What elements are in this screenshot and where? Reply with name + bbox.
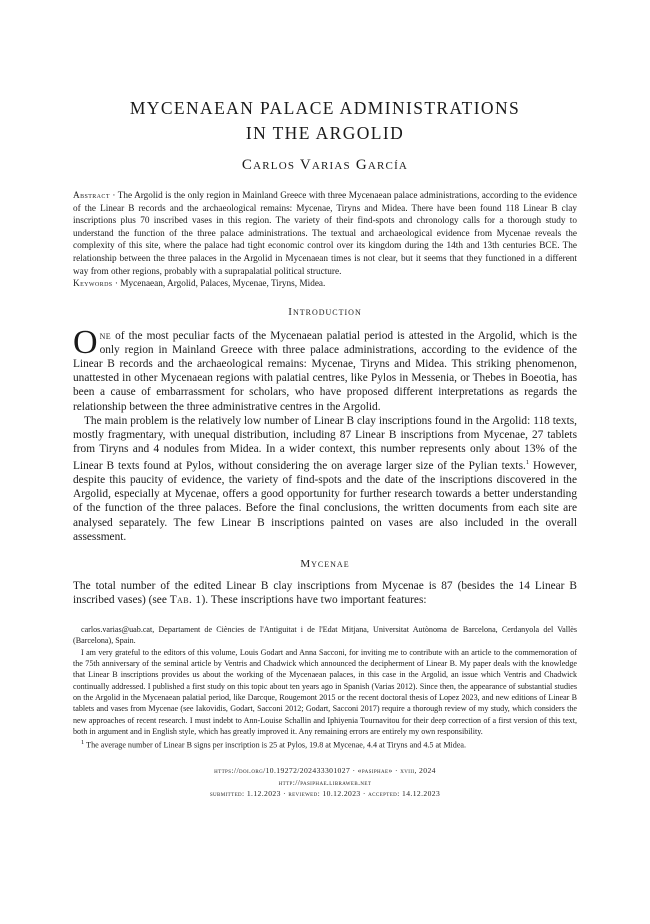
keywords-label: Keywords — [73, 279, 113, 290]
article-page — [73, 0, 577, 800]
title-line-1: MYCENAEAN PALACE ADMINISTRATIONS — [129, 98, 521, 118]
introduction-paragraph-2 — [73, 414, 577, 544]
author-affiliation: carlos.varias@uab.cat, Departament de Ciències de l'Antiguitat i de l'Edat Mitjana, Universitat Autònoma de Barcelona, Cerdanyola del Vallès (Barcelona), Spain. — [73, 625, 577, 646]
abstract-separator: · — [109, 191, 118, 201]
mycenae-paragraph-1 — [73, 579, 577, 607]
introduction-p1-text: of the most peculiar facts of the Mycenaean palatial period is attested in the Argolid, which is the only region in Mainland Greece with three palace administrations, according to the evidence of the Linear B records and the archaeological remains: Mycenae, Tiryns and Midea. This striking phenomenon, unattested in other Mycenaean regions with palatial centres, like Pylos in Messenia, or Thebes in Boeotia, has been a cause of embarrassment for scholars, who have proposed different interpretations as regards the relationship between the three administrative centres in the Argolid. — [73, 329, 577, 413]
introduction-heading: Introduction — [288, 305, 362, 318]
footnote-1-text: The average number of Linear B signs per inscription is 25 at Pylos, 19.8 at Mycenae, 4.4 at Tiryns and 4.5 at Midea. — [86, 740, 467, 750]
footnote-1-number: 1 — [81, 739, 85, 747]
footer-url-line[interactable]: http://pasiphae.libraweb.net — [278, 777, 372, 787]
notes-section — [73, 624, 577, 751]
acknowledgement-note: I am very grateful to the editors of this volume, Louis Godart and Anna Sacconi, for inviting me to contribute with an article to the commemoration of the 75th anniversary of the seminal article by Ventris and Chadwick which announced the decipherment of Linear B. My paper deals with the knowledge that Linear B inscriptions provides us about the working of the Mycenaean palaces, in this case in the Argolid, an issue which Ventris and Chadwick continually addressed. I published a first study on this topic about ten years ago in Spanish (Varias 2012). Since then, the appearance of substantial studies on the Argolid in the Mycenaean palatial period, like Darcque, Rougemont 2015 or the recent doctoral thesis of Lopez 2023, and new editions of Linear B tablets and vases from Mycenae (see Iakovidis, Godart, Sacconi 2012; Godart, Sacconi 2017) require a thorough review of my study, which considers the new approaches of recent research. I must indebt to Ann-Louise Schallin and Iphiyenia Tournavitou for their deep correction of a first version of this text, both in argument and in English style, which has greatly improved it. Any remaining errors are entirely my own responsibility. — [73, 647, 577, 736]
introduction-p2b-text: However, despite this paucity of evidence, the variety of find-spots and the date of the inscriptions discovered in the Argolid, especially at Mycenae, offers a good opportunity for further research towards a better understanding of the function of the three palaces. Before the final conclusions, the written documents from each site are analysed separately. The few Linear B inscriptions painted on vases are also included in the overall assessment. — [73, 459, 577, 543]
mycenae-p1b-text: ). These inscriptions have two important features: — [201, 594, 427, 607]
footer-doi-line[interactable]: https://doi.org/10.19272/202433301027 · «pasiphae» · xviii, 2024 — [214, 766, 436, 776]
author-name: Carlos Varias García — [241, 157, 409, 173]
mycenae-section — [73, 579, 577, 607]
abstract-label: Abstract — [73, 191, 110, 201]
footer-dates-line: submitted: 1.12.2023 · reviewed: 10.12.2023 · accepted: 14.12.2023 — [209, 789, 441, 799]
article-title — [73, 96, 577, 146]
introduction-p2a-text: The main problem is the relatively low number of Linear B clay inscriptions found in the Argolid: 118 texts, mostly fragmentary, with unequal distribution, including 87 Linear B inscriptions from Mycenae, 27 tablets from Tiryns and 4 nodules from Midea. In a wider context, this number represents only about 13% of the Linear B texts found at Pylos, without considering the on average larger size of the Pylian texts. — [73, 414, 577, 472]
mycenae-heading: Mycenae — [300, 557, 350, 570]
footnote-marker[interactable]: 1 — [525, 459, 530, 467]
page-footer — [73, 765, 577, 800]
table-reference[interactable]: Tab. 1 — [169, 594, 202, 607]
introduction-section — [73, 323, 577, 544]
introduction-paragraph-1 — [73, 323, 577, 414]
title-line-2: IN THE ARGOLID — [245, 123, 405, 143]
drop-cap: O — [73, 323, 98, 361]
lead-word: ne — [99, 329, 112, 342]
abstract — [73, 190, 577, 291]
keywords-text: Mycenaean, Argolid, Palaces, Mycenae, Tiryns, Midea. — [120, 279, 326, 290]
abstract-text: The Argolid is the only region in Mainland Greece with three Mycenaean palace administrations, according to the evidence of the Linear B records and the archaeological remains: Mycenae, Tiryns and Midea. There have been found 118 Linear B clay inscriptions plus 70 inscribed vases in this region. The variety of their find-spots and chronology calls for a thorough study to understand the function of the three palace administrations. The textual and archaeological evidence from Mycenae reveals the complexity of this site, where the palace had tight economic control over its kingdom during the 14th and 13th centuries BCE. The relationship between the three palaces in the Argolid in Mycenaean times is not clear, but it seems that they functioned in a different way from other regions, probably with a suprapalatial political structure. — [73, 191, 577, 277]
keywords-separator: · — [112, 279, 121, 290]
mycenae-p1a-text: The total number of the edited Linear B clay inscriptions from Mycenae is 87 (besides the 14 Linear B inscribed vases) (see — [73, 579, 577, 607]
footnote-1 — [73, 737, 577, 751]
